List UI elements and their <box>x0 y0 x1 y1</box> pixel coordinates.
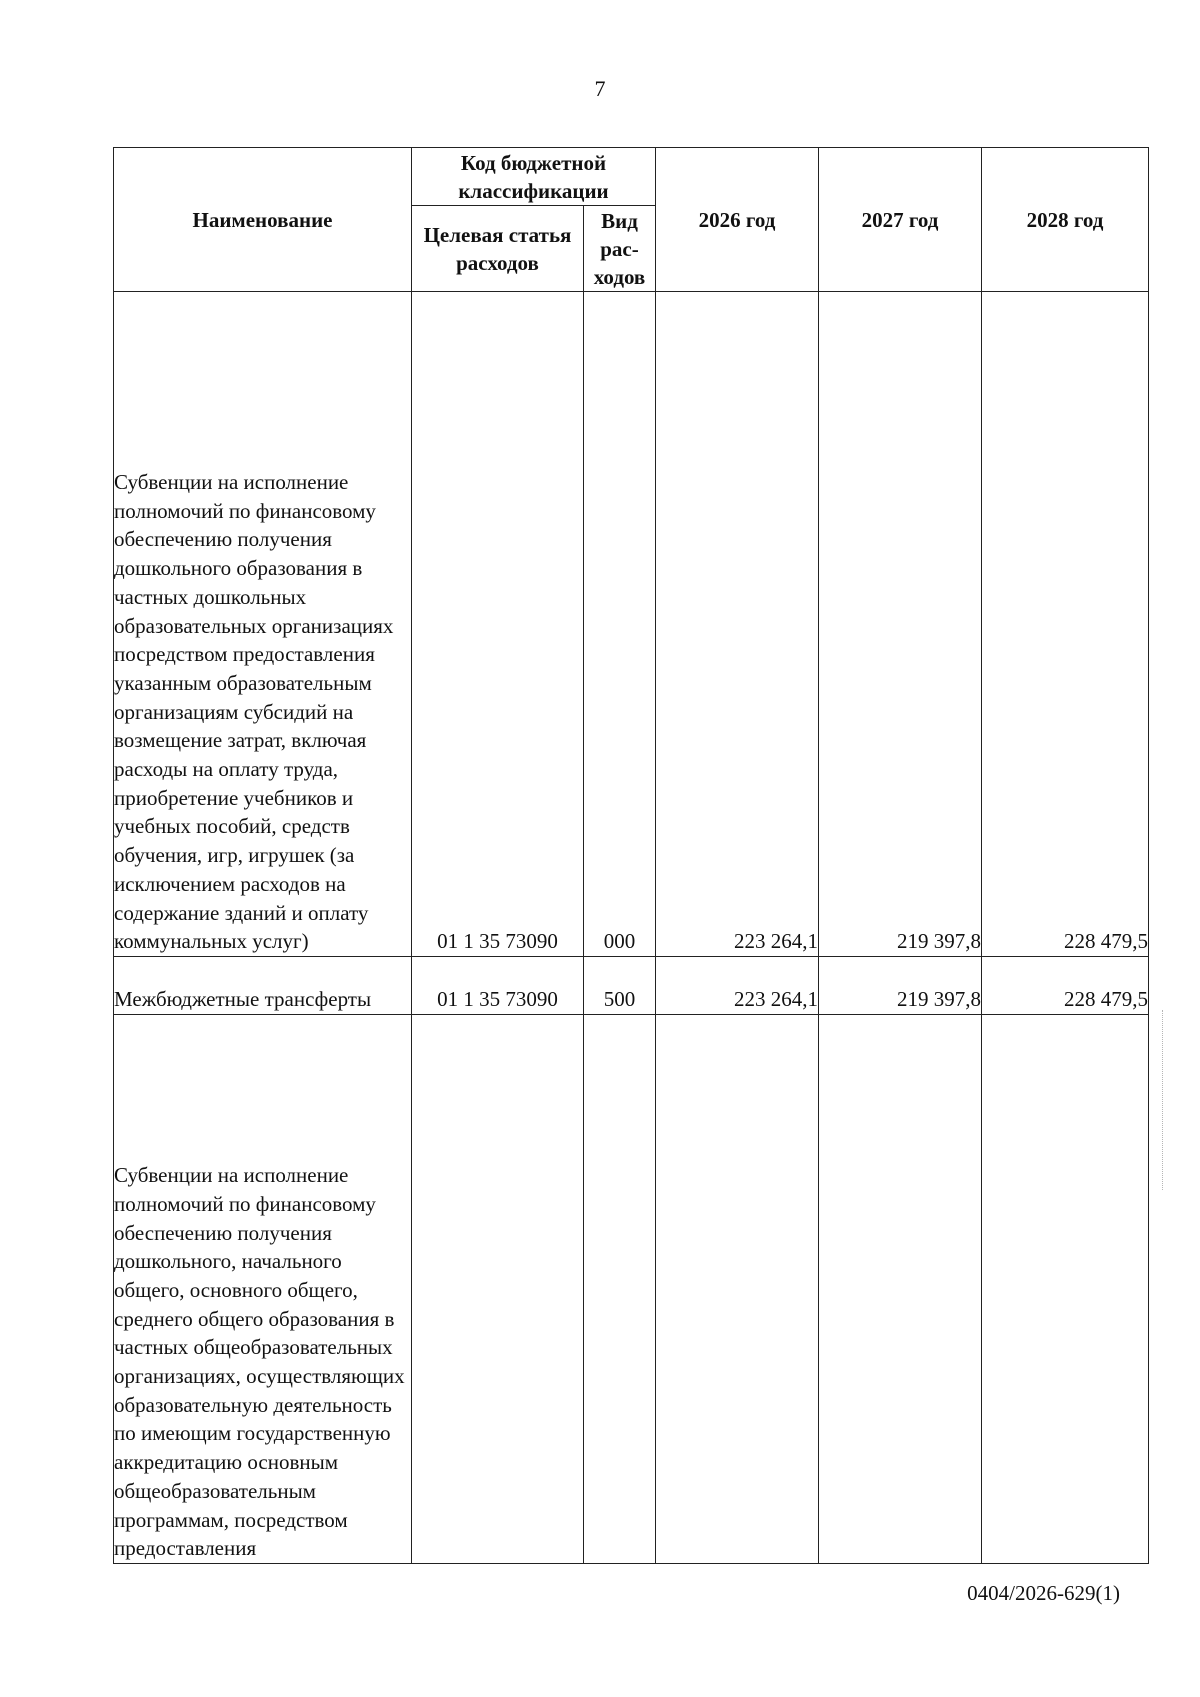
document-code: 0404/2026-629(1) <box>967 1581 1120 1605</box>
header-name: Наименование <box>114 148 412 292</box>
header-year-2027: 2027 год <box>819 148 982 292</box>
scan-margin-dots <box>1162 1010 1166 1190</box>
header-year-2026: 2026 год <box>656 148 819 292</box>
table-row <box>114 292 1149 957</box>
row-value-2026: 223 264,1 <box>656 957 819 1015</box>
header-year-2028: 2028 год <box>982 148 1149 292</box>
row-value-2028: 228 479,5 <box>982 957 1149 1015</box>
table-row <box>114 957 1149 1015</box>
row-expense-type: 000 <box>584 292 656 957</box>
row-name: Межбюджетные трансферты <box>114 957 412 1015</box>
row-expense-type <box>584 1015 656 1564</box>
row-target-article: 01 1 35 73090 <box>412 292 584 957</box>
header-target-article: Целевая статья расходов <box>412 206 584 292</box>
row-value-2028: 228 479,5 <box>982 292 1149 957</box>
row-value-2027 <box>819 1015 982 1564</box>
row-target-article: 01 1 35 73090 <box>412 957 584 1015</box>
row-target-article <box>412 1015 584 1564</box>
header-budget-code: Код бюджетной классификации <box>412 148 656 206</box>
page-number: 7 <box>594 76 606 101</box>
row-value-2028 <box>982 1015 1149 1564</box>
row-name: Субвенции на исполнение полномочий по финансовому обеспечению получения дошкольного образования в частных дошкольных образовательных организациях посредством предоставления указанным образовательным организациям субсидий на возмещение затрат, включая расходы на оплату труда, приобретение учебников и учебных пособий, средств обучения, игр, игрушек (за исключением расходов на содержание зданий и оплату коммунальных услуг) <box>114 292 412 957</box>
row-value-2026 <box>656 1015 819 1564</box>
budget-table <box>113 147 1149 1564</box>
row-value-2027: 219 397,8 <box>819 292 982 957</box>
table-row <box>114 1015 1149 1564</box>
row-name: Субвенции на исполнение полномочий по финансовому обеспечению получения дошкольного, начального общего, основного общего, среднего общего образования в частных общеобразовательных организациях, осуществляющих образовательную деятельность по имеющим государственную аккредитацию основным общеобразовательным программам, посредством предоставления <box>114 1015 412 1564</box>
row-value-2027: 219 397,8 <box>819 957 982 1015</box>
row-expense-type: 500 <box>584 957 656 1015</box>
header-expense-type: Вид рас-ходов <box>584 206 656 292</box>
row-value-2026: 223 264,1 <box>656 292 819 957</box>
